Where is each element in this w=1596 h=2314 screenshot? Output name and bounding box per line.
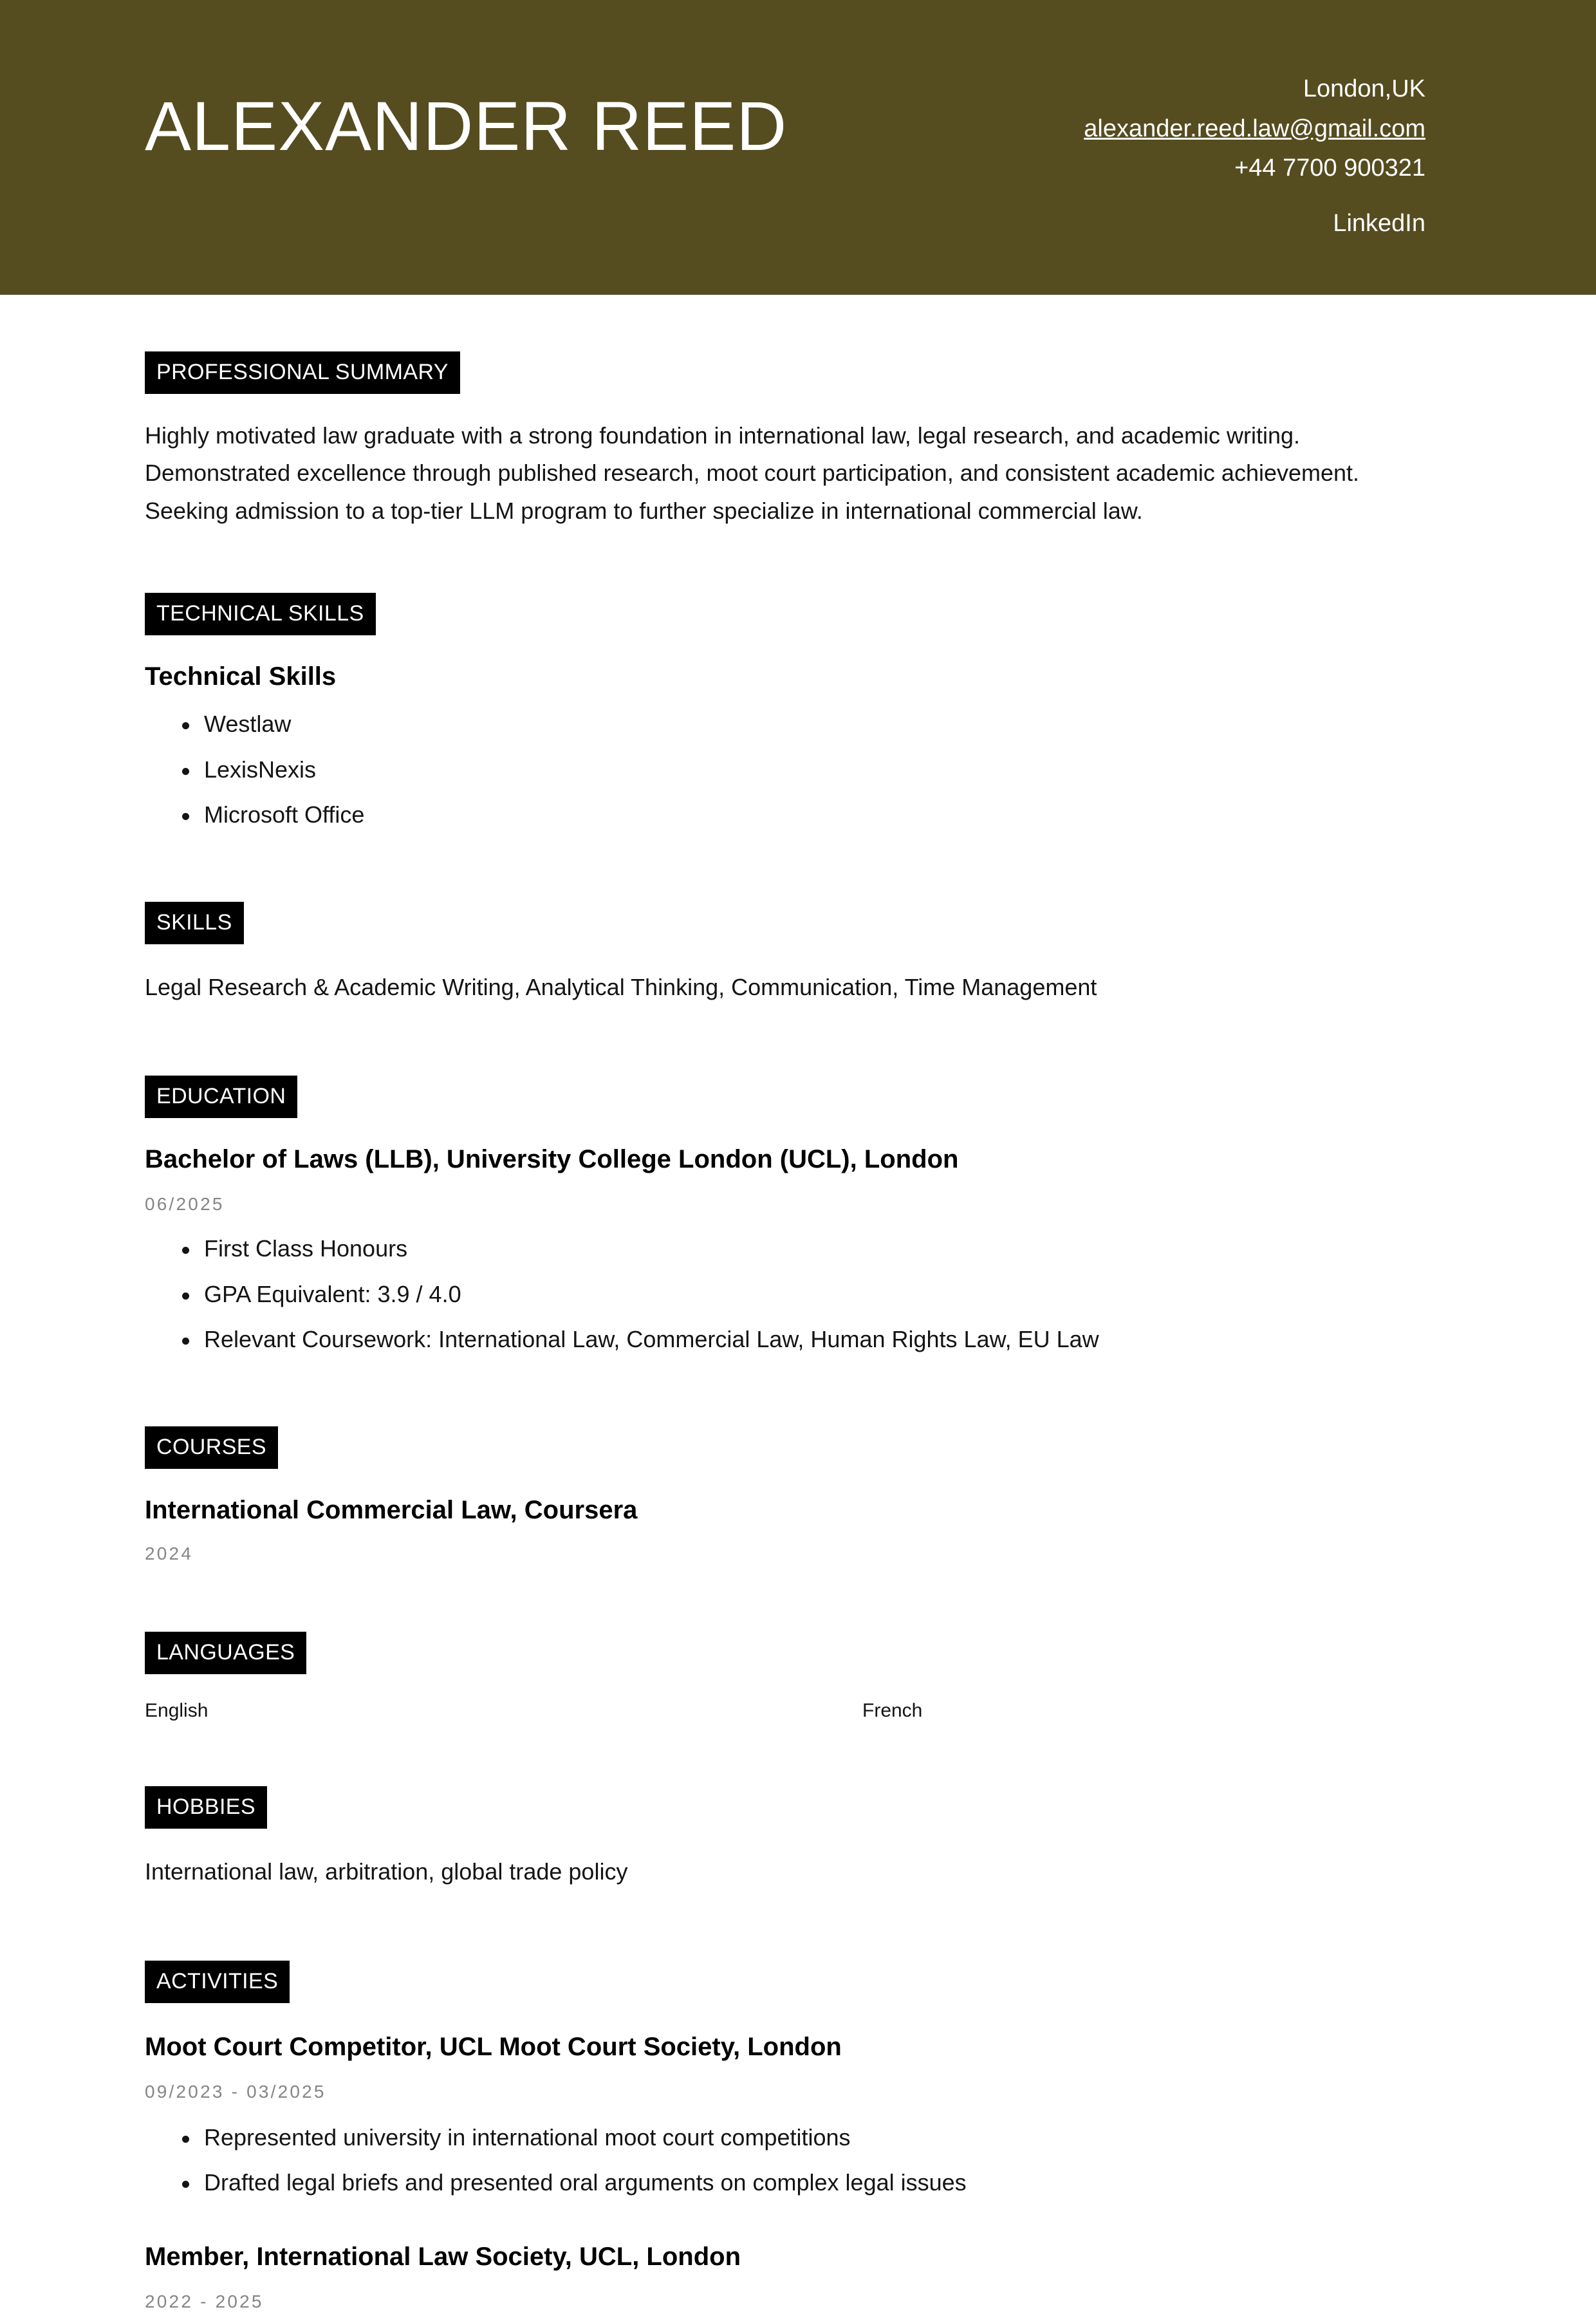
education-degree: Bachelor of Laws (LLB), University College London (UCL), London bbox=[145, 1143, 1425, 1176]
contact-spacer bbox=[1084, 189, 1425, 204]
section-hobbies bbox=[145, 1786, 1425, 1890]
section-label-languages: LANGUAGES bbox=[145, 1632, 306, 1674]
list-item: Microsoft Office bbox=[145, 799, 1425, 831]
list-item: Represented university in international moot court competitions bbox=[145, 2122, 1425, 2154]
list-item: GPA Equivalent: 3.9 / 4.0 bbox=[145, 1279, 1425, 1311]
section-languages bbox=[145, 1632, 1425, 1724]
technical-skills-list bbox=[145, 709, 1425, 831]
contact-email[interactable]: alexander.reed.law@gmail.com bbox=[1084, 109, 1425, 149]
section-label-technical-skills: TECHNICAL SKILLS bbox=[145, 593, 376, 635]
list-item: LexisNexis bbox=[145, 754, 1425, 786]
contact-phone: +44 7700 900321 bbox=[1084, 149, 1425, 189]
list-item: First Class Honours bbox=[145, 1233, 1425, 1265]
contact-linkedin[interactable]: LinkedIn bbox=[1084, 204, 1425, 244]
language-item-english: English bbox=[145, 1697, 862, 1724]
section-label-education: EDUCATION bbox=[145, 1076, 297, 1118]
activity-title: Member, International Law Society, UCL, London bbox=[145, 2240, 1425, 2273]
education-list bbox=[145, 1233, 1425, 1356]
section-skills bbox=[145, 902, 1425, 1006]
professional-summary-text: Highly motivated law graduate with a strong foundation in international law, legal research, and academic writing. Demonstrated excellence through published research, moot court participation, and consistent academic achievement. Seeking admission to a top-tier LLM program to further specialize in international commercial law. bbox=[145, 417, 1425, 530]
section-label-courses: COURSES bbox=[145, 1426, 278, 1469]
section-education bbox=[145, 1076, 1425, 1356]
contact-block bbox=[1084, 70, 1425, 243]
list-item: Drafted legal briefs and presented oral arguments on complex legal issues bbox=[145, 2167, 1425, 2199]
section-activities bbox=[145, 1961, 1425, 2314]
section-professional-summary bbox=[145, 351, 1425, 530]
language-item-french: French bbox=[862, 1697, 922, 1724]
technical-skills-subheading: Technical Skills bbox=[145, 660, 1425, 693]
activity-entry bbox=[145, 2030, 1425, 2199]
activity-date: 09/2023 - 03/2025 bbox=[145, 2079, 1425, 2104]
resume-body bbox=[0, 351, 1596, 2314]
candidate-name: ALEXANDER REED bbox=[145, 91, 787, 161]
activity-title: Moot Court Competitor, UCL Moot Court Society, London bbox=[145, 2030, 1425, 2064]
list-item: Westlaw bbox=[145, 709, 1425, 740]
header-inner bbox=[145, 0, 1425, 295]
section-technical-skills bbox=[145, 593, 1425, 831]
languages-row bbox=[145, 1697, 1425, 1724]
course-title: International Commercial Law, Coursera bbox=[145, 1493, 1425, 1527]
section-label-skills: SKILLS bbox=[145, 902, 244, 944]
list-item: Relevant Coursework: International Law, Commercial Law, Human Rights Law, EU Law bbox=[145, 1324, 1425, 1356]
education-date: 06/2025 bbox=[145, 1191, 1425, 1217]
section-label-activities: ACTIVITIES bbox=[145, 1961, 290, 2003]
contact-location: London,UK bbox=[1084, 70, 1425, 109]
section-label-professional-summary: PROFESSIONAL SUMMARY bbox=[145, 351, 460, 394]
course-date: 2024 bbox=[145, 1541, 1425, 1566]
section-courses bbox=[145, 1426, 1425, 1566]
section-label-hobbies: HOBBIES bbox=[145, 1786, 267, 1829]
skills-text: Legal Research & Academic Writing, Analytical Thinking, Communication, Time Management bbox=[145, 969, 1425, 1006]
resume-header bbox=[0, 0, 1596, 295]
activity-list bbox=[145, 2122, 1425, 2199]
activity-date: 2022 - 2025 bbox=[145, 2289, 1425, 2314]
activity-entry bbox=[145, 2240, 1425, 2314]
hobbies-text: International law, arbitration, global trade policy bbox=[145, 1853, 1425, 1890]
